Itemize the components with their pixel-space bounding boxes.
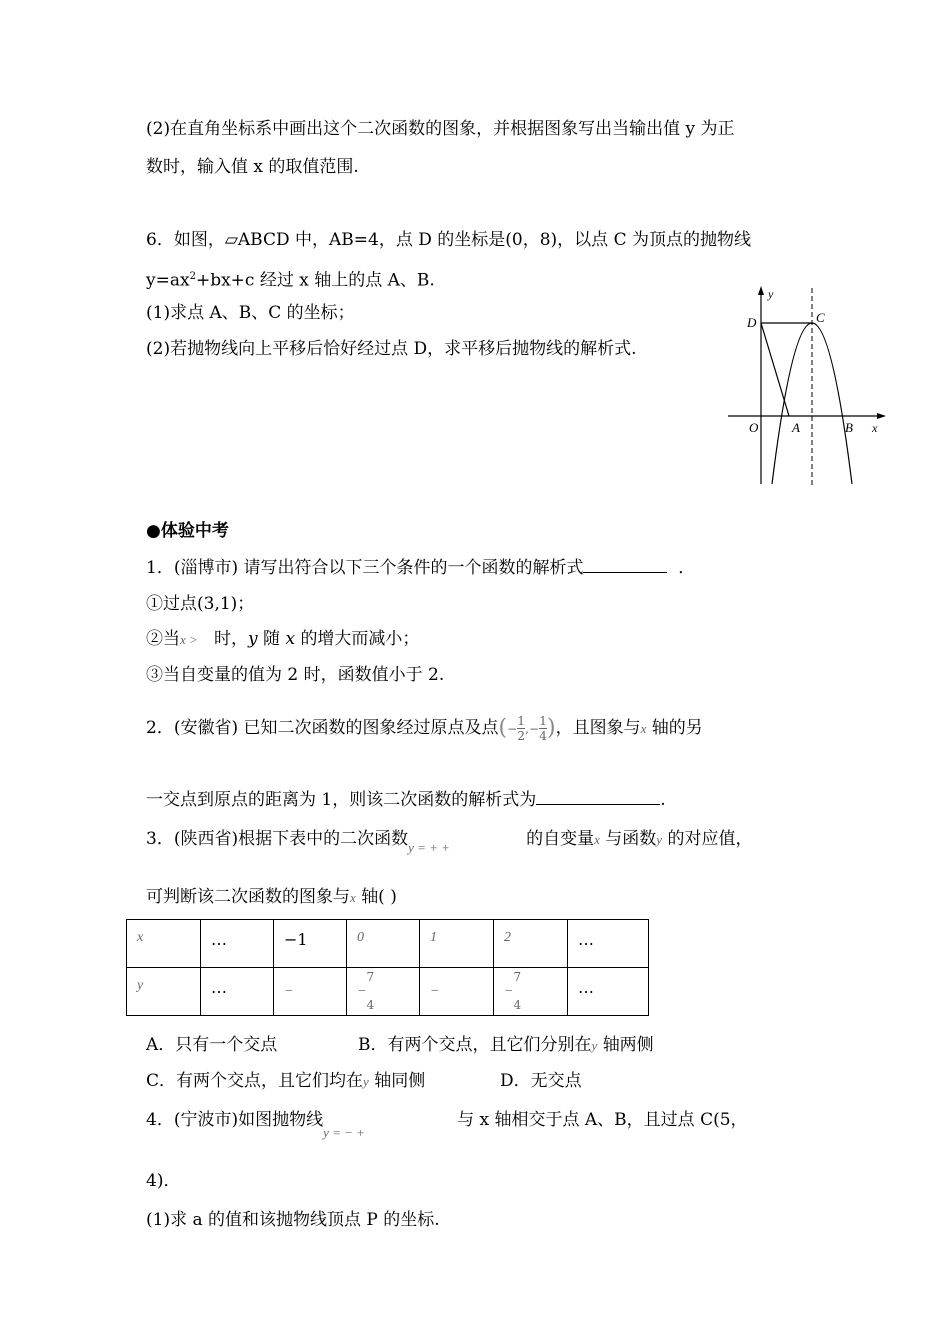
label-D: D bbox=[747, 315, 757, 330]
label-y: y bbox=[768, 287, 774, 301]
e3-line2: 可判断该二次函数的图象与x 轴( ) bbox=[146, 887, 397, 907]
section-title: ●体验中考 bbox=[146, 521, 229, 541]
answer-blank-2 bbox=[536, 788, 660, 805]
e1-line1: 1．(淄博市) 请写出符合以下三个条件的一个函数的解析式 ． bbox=[146, 558, 696, 578]
point-coord: − bbox=[507, 721, 518, 736]
e4-line2: 4)． bbox=[146, 1171, 181, 1191]
e3-line1: 3．(陕西省)根据下表中的二次函数y = + + 的自变量x 与函数y 的对应值， bbox=[146, 829, 753, 855]
q6-line2: $y=ax^2+bx+c$ 经过 x 轴上的点 A、B. bbox=[146, 270, 435, 291]
e4-line1: 4．(宁波市)如图抛物线y = − +与 x 轴相交于点 A、B，且过点 C(5， bbox=[146, 1110, 748, 1140]
label-B: B bbox=[845, 420, 853, 435]
q5-part2-line1: (2)在直角坐标系中画出这个二次函数的图象，并根据图象写出当输出值 y 为正 bbox=[146, 119, 735, 139]
e1-condition3: ③当自变量的值为 2 时，函数值小于 2. bbox=[146, 665, 445, 685]
table-cell: … bbox=[201, 968, 274, 1016]
q6-line1: 6．如图，▱ABCD 中，AB=4，点 D 的坐标是(0，8)，以点 C 为顶点的抛物线 bbox=[146, 230, 751, 250]
option-C: C．有两个交点，且它们均在y 轴同侧 bbox=[146, 1071, 426, 1091]
table-cell: 2 bbox=[494, 920, 568, 968]
option-D: D．无交点 bbox=[500, 1071, 582, 1091]
e2-line1: 2．(安徽省) 已知二次函数的图象经过原点及点$(-\frac{1}{2},-\frac{1}{4})$，且图象与x 轴的另 bbox=[146, 714, 703, 743]
table-cell: … bbox=[568, 920, 649, 968]
q6-part1: (1)求点 A、B、C 的坐标； bbox=[146, 303, 355, 323]
table-cell: 0 bbox=[347, 920, 420, 968]
table-row bbox=[127, 968, 649, 1016]
table-row bbox=[127, 920, 649, 968]
q6-part2: (2)若抛物线向上平移后恰好经过点 D，求平移后抛物线的解析式. bbox=[146, 339, 637, 359]
label-A: A bbox=[792, 420, 800, 435]
value-table bbox=[126, 919, 649, 1016]
option-B: B．有两个交点，且它们分别在y 轴两侧 bbox=[358, 1035, 654, 1055]
e4-part1: (1)求 a 的值和该抛物线顶点 P 的坐标. bbox=[146, 1210, 440, 1230]
label-C: C bbox=[816, 310, 825, 325]
e2-line2: 一交点到原点的距离为 1，则该二次函数的解析式为 . bbox=[146, 790, 666, 810]
table-cell: −7 4 bbox=[347, 968, 420, 1016]
table-cell: y bbox=[127, 968, 201, 1016]
x-axis-arrow bbox=[877, 413, 886, 419]
table-cell: 1 bbox=[420, 920, 494, 968]
segment-DA bbox=[761, 323, 789, 416]
table-cell: −7 4 bbox=[494, 968, 568, 1016]
table-cell: … bbox=[568, 968, 649, 1016]
answer-blank-1 bbox=[583, 556, 667, 573]
label-O: O bbox=[749, 420, 759, 435]
e1-condition2: ②当x > 时，y 随 x 的增大而减小； bbox=[146, 629, 420, 649]
option-A: A．只有一个交点 bbox=[146, 1035, 278, 1055]
table-cell: − bbox=[420, 968, 494, 1016]
table-cell: − bbox=[274, 968, 347, 1016]
q5-part2-line2: 数时，输入值 x 的取值范围. bbox=[146, 157, 359, 177]
y-axis-arrow bbox=[758, 286, 764, 295]
table-cell: x bbox=[127, 920, 201, 968]
parabola-figure bbox=[720, 282, 890, 492]
table-cell: −1 bbox=[274, 920, 347, 968]
label-x: x bbox=[872, 421, 878, 435]
e1-condition1: ①过点(3,1)； bbox=[146, 594, 255, 614]
table-cell: … bbox=[201, 920, 274, 968]
